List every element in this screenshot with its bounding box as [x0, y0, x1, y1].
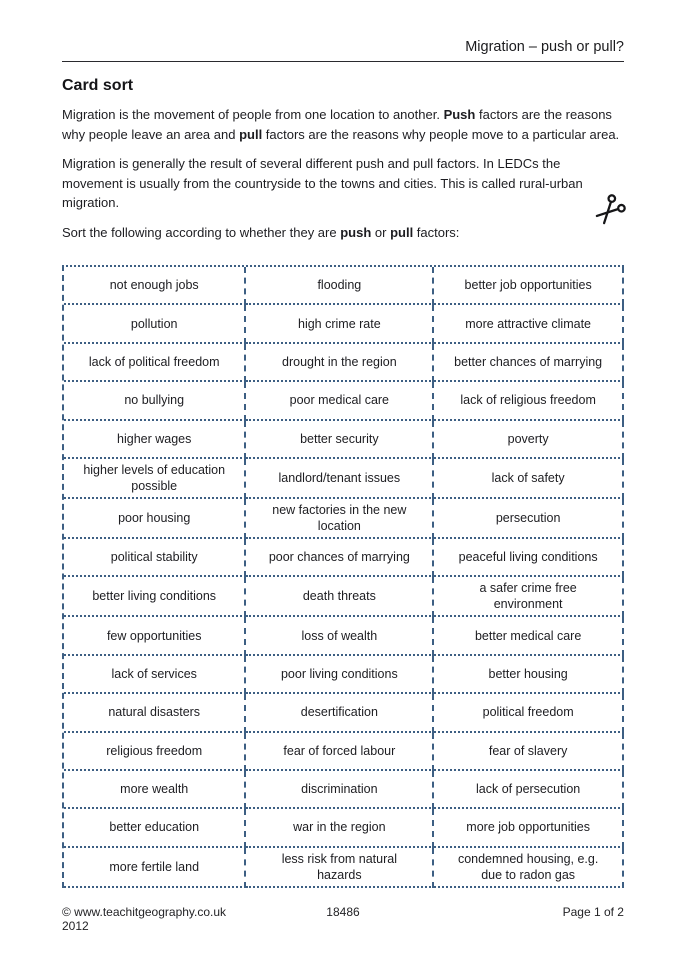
- card-cell-label: more wealth: [120, 782, 189, 797]
- card-cell-label: war in the region: [293, 820, 386, 835]
- card-cell-label: condemned housing, e.g. due to radon gas: [457, 851, 599, 882]
- card-cell-label: higher levels of education possible: [83, 462, 226, 493]
- card-cell: [246, 305, 434, 343]
- card-cell-label: poor living conditions: [280, 666, 398, 681]
- card-cell-label: landlord/tenant issues: [278, 470, 401, 485]
- card-cell: [246, 656, 434, 694]
- footer-page-number: Page 1 of 2: [562, 904, 624, 919]
- card-cell: [246, 809, 434, 847]
- card-cell: [64, 267, 246, 305]
- card-cell: [64, 733, 246, 771]
- card-cell: [64, 344, 246, 382]
- intro-paragraphs: [62, 105, 624, 242]
- card-cell-label: lack of religious freedom: [460, 393, 596, 408]
- card-cell: [64, 848, 246, 888]
- footer-copyright: © www.teachitgeography.co.uk 2012: [62, 904, 227, 933]
- card-cell-label: fear of slavery: [488, 743, 568, 758]
- card-cell-label: better housing: [488, 666, 568, 681]
- card-cell-label: no bullying: [124, 393, 185, 408]
- card-cell: [64, 617, 246, 655]
- card-cell-label: flooding: [317, 278, 362, 293]
- card-cell: [246, 733, 434, 771]
- card-cell-label: loss of wealth: [301, 628, 378, 643]
- card-cell: [246, 848, 434, 888]
- card-cell-label: better security: [300, 431, 379, 446]
- card-cell-label: lack of political freedom: [88, 354, 220, 369]
- card-cell: [434, 539, 624, 577]
- card-cell: [434, 499, 624, 539]
- card-cell: [64, 577, 246, 617]
- card-cell: [246, 694, 434, 732]
- card-cell: [434, 733, 624, 771]
- card-cell-label: lack of services: [111, 666, 197, 681]
- card-cell-label: high crime rate: [298, 316, 381, 331]
- card-cell: [434, 577, 624, 617]
- card-cell-label: peaceful living conditions: [458, 550, 598, 565]
- card-cell-label: political stability: [110, 550, 198, 565]
- card-cell-label: pollution: [130, 316, 178, 331]
- header-divider: [62, 61, 624, 62]
- card-cell-label: desertification: [300, 705, 378, 720]
- card-cell: [246, 344, 434, 382]
- card-cell: [64, 656, 246, 694]
- section-heading: Card sort: [62, 77, 134, 94]
- card-cell-label: a safer crime free environment: [479, 581, 577, 612]
- card-cell: [64, 459, 246, 499]
- card-cell-label: new factories in the new location: [272, 502, 407, 533]
- card-cell: [434, 344, 624, 382]
- card-cell: [64, 694, 246, 732]
- card-cell-label: drought in the region: [282, 354, 397, 369]
- card-cell-label: more attractive climate: [465, 316, 591, 331]
- card-cell-label: poverty: [507, 431, 549, 446]
- card-cell-label: religious freedom: [106, 743, 203, 758]
- card-cell: [64, 382, 246, 420]
- card-cell: [246, 459, 434, 499]
- card-cell-label: more job opportunities: [466, 820, 590, 835]
- card-cell: [64, 809, 246, 847]
- card-cell-label: better education: [109, 820, 200, 835]
- card-cell: [246, 382, 434, 420]
- card-cell: [434, 617, 624, 655]
- card-cell: [434, 656, 624, 694]
- page-title: Migration – push or pull?: [465, 39, 624, 55]
- card-cell-label: not enough jobs: [109, 278, 199, 293]
- card-cell-label: better living conditions: [92, 589, 217, 604]
- card-cell-label: fear of forced labour: [283, 743, 396, 758]
- card-cell: [246, 771, 434, 809]
- card-cell-label: lack of safety: [491, 470, 565, 485]
- card-cell: [434, 809, 624, 847]
- card-cell-label: higher wages: [117, 431, 192, 446]
- page-footer: [62, 905, 624, 933]
- card-cell: [434, 459, 624, 499]
- card-cell: [434, 382, 624, 420]
- card-cell: [434, 421, 624, 459]
- card-cell-label: poor chances of marrying: [268, 550, 410, 565]
- card-cell: [434, 305, 624, 343]
- card-cell: [246, 421, 434, 459]
- intro-paragraph: Migration is the movement of people from one location to another. Push factors are the reasons why people leave an area and pull factors are the reasons why people move to a particular area.: [62, 107, 620, 142]
- intro-paragraph: Migration is generally the result of several different push and pull factors. In LEDCs the movement is usually from the countryside to the towns and cities. This is called rural-urban migration.: [62, 156, 583, 210]
- card-cell-label: persecution: [495, 510, 561, 525]
- card-cell-label: lack of persecution: [476, 782, 581, 797]
- card-cell-label: poor medical care: [289, 393, 390, 408]
- card-cell-label: less risk from natural hazards: [281, 851, 397, 882]
- card-cell: [246, 499, 434, 539]
- card-cell: [246, 577, 434, 617]
- card-cell-label: death threats: [302, 589, 376, 604]
- card-cell: [64, 305, 246, 343]
- card-cell-label: poor housing: [118, 510, 191, 525]
- card-cell: [64, 539, 246, 577]
- card-cell: [64, 499, 246, 539]
- card-cell-label: better job opportunities: [464, 278, 592, 293]
- card-cell-label: discrimination: [301, 782, 378, 797]
- card-cell-label: political freedom: [482, 705, 574, 720]
- card-cell-label: better medical care: [474, 628, 582, 643]
- card-cell: [246, 539, 434, 577]
- card-cell: [434, 267, 624, 305]
- card-cell: [64, 421, 246, 459]
- card-cell: [246, 617, 434, 655]
- footer-document-id: 18486: [326, 904, 360, 919]
- card-cell-label: few opportunities: [106, 628, 202, 643]
- card-cell: [434, 771, 624, 809]
- card-cell: [64, 771, 246, 809]
- card-cell-label: natural disasters: [108, 705, 201, 720]
- card-cell: [434, 694, 624, 732]
- card-cell-label: better chances of marrying: [454, 354, 603, 369]
- intro-paragraph: Sort the following according to whether they are push or pull factors:: [62, 224, 460, 240]
- card-sort-grid: [62, 265, 624, 888]
- card-cell-label: more fertile land: [109, 859, 200, 874]
- card-cell: [434, 848, 624, 888]
- card-cell: [246, 267, 434, 305]
